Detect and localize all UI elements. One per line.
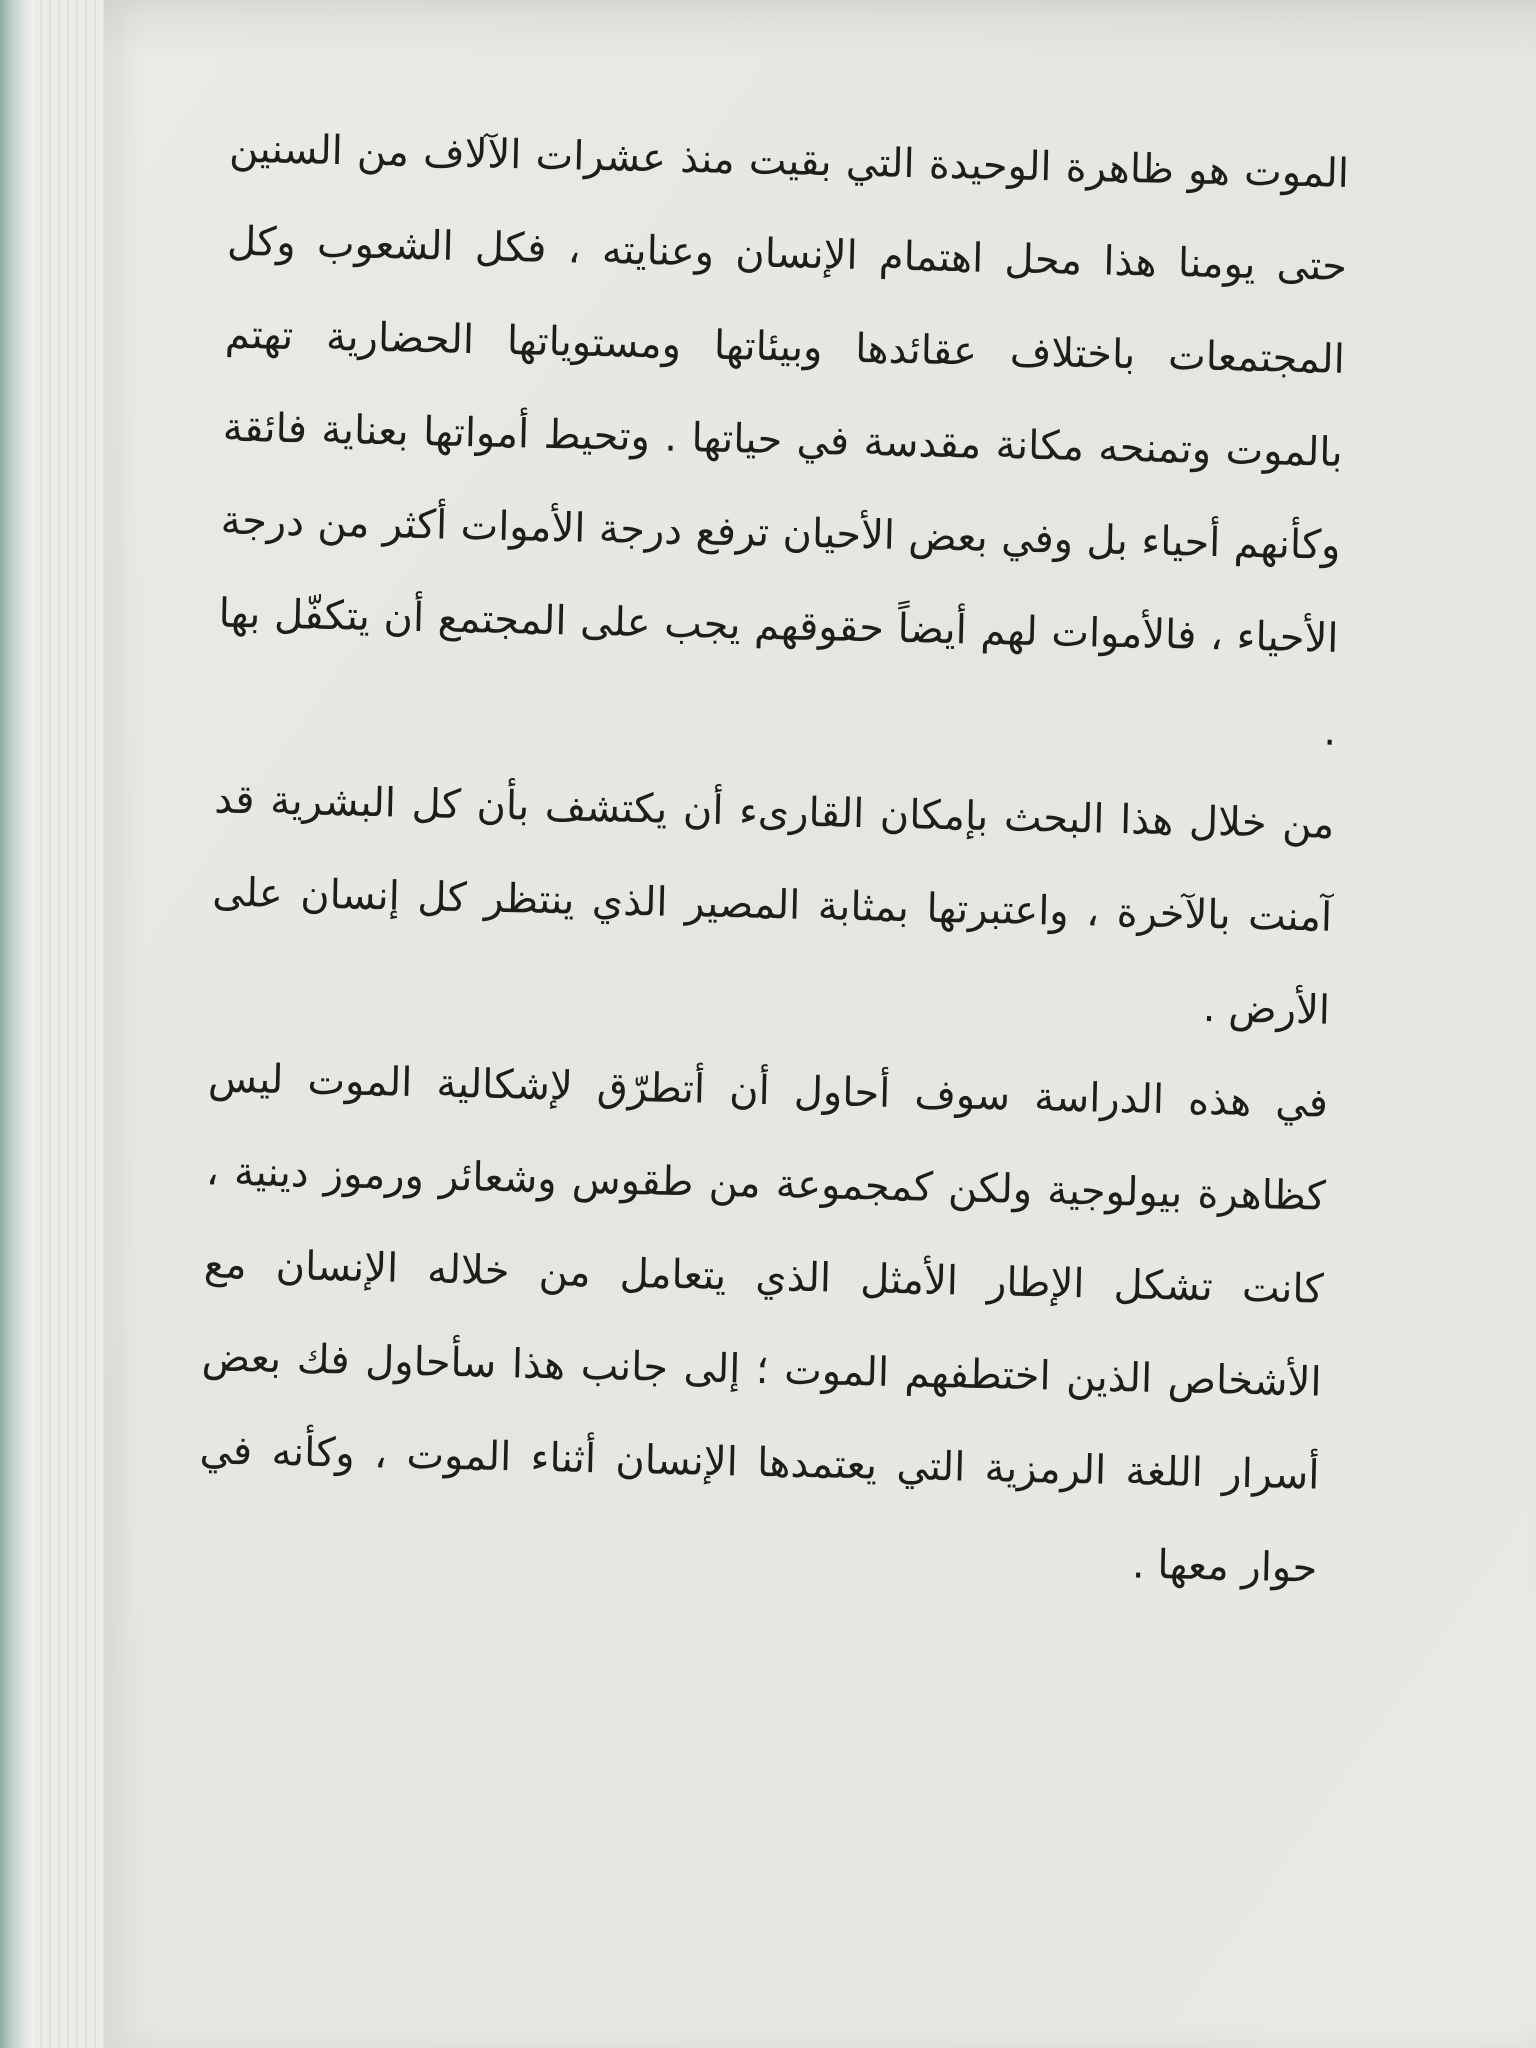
book-cover-edge <box>0 0 34 2048</box>
page-top-shadow <box>104 0 1536 60</box>
page-text <box>197 103 1350 1616</box>
paragraph-3: في هذه الدراسة سوف أحاول أن أتطرّق لإشكالية الموت ليس كظاهرة بيولوجية ولكن كمجموعة من طقوس وشعائر ورموز دينية ، كانت تشكل الإطار الأمثل الذي يتعامل من خلاله الإنسان مع الأشخاص الذين اختطفهم الموت ؛ إلى جانب هذا سأحاول فك بعض أسرار اللغة الرمزية التي يعتمدها الإنسان أثناء الموت ، وكأنه في حوار معها . <box>199 1055 1329 1592</box>
paragraph-1: الموت هو ظاهرة الوحيدة التي بقيت منذ عشرات الآلاف من السنين حتى يومنا هذا محل اهتمام الإنسان وعنايته ، فكل الشعوب وكل المجتمعات باختلاف عقائدها وبيئاتها ومستوياتها الحضارية تهتم بالموت وتمنحه مكانة مقدسة في حياتها . وتحيط أمواتها بعناية فائقة وكأنهم أحياء بل وفي بعض الأحيان ترفع درجة الأموات أكثر من درجة الأحياء ، فالأموات لهم أيضاً حقوقهم يجب على المجتمع أن يتكفّل بها . <box>218 125 1350 755</box>
page-stack-edge <box>34 0 104 2048</box>
paragraph-2: من خلال هذا البحث بإمكان القارىء أن يكتشف بأن كل البشرية قد آمنت بالآخرة ، واعتبرتها بمثابة المصير الذي ينتظر كل إنسان على الأرض . <box>211 776 1335 1034</box>
